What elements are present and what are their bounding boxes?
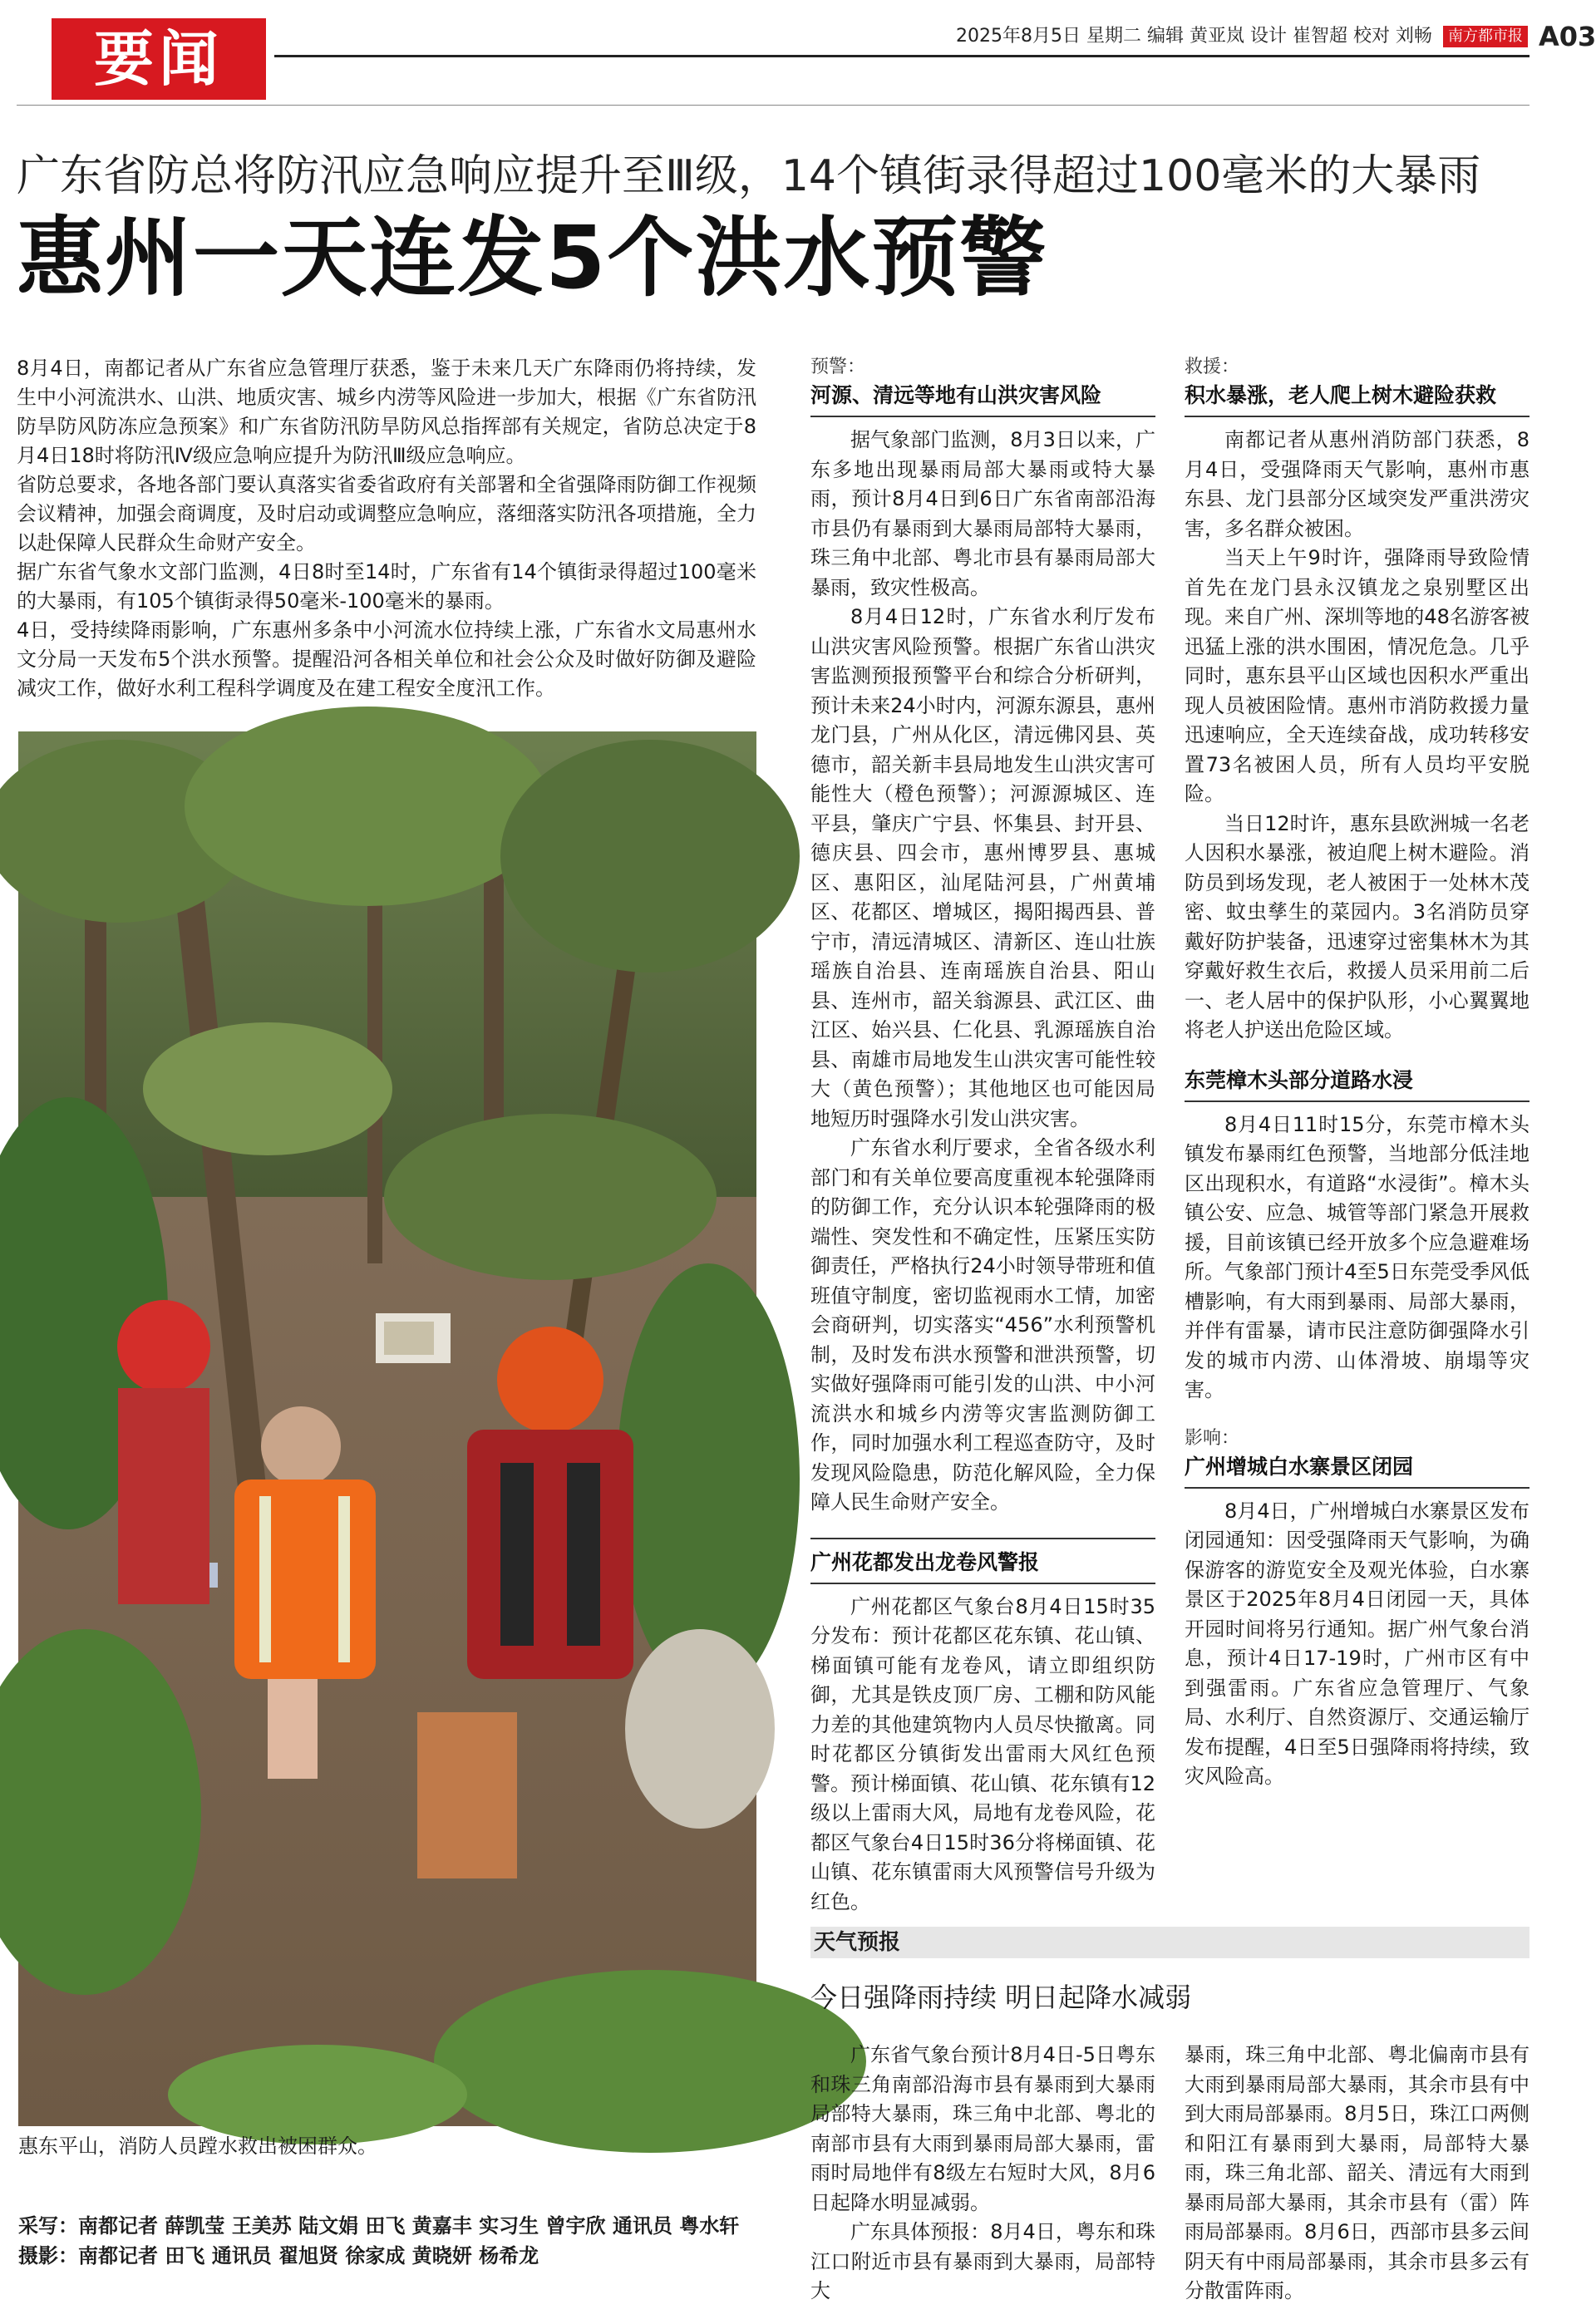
weather-paragraph: 暴雨，珠三角中北部、粤北偏南市县有大雨到暴雨局部大暴雨，其余市县有中到大雨局部暴雨。8月5日，珠江口两侧和阳江有暴雨到大暴雨，局部特大暴雨，珠三角北部、韶关、清远有大雨到暴雨局部大暴雨，其余市县有（雷）阵雨局部暴雨。8月6日，西部市县多云间阴天有中雨局部暴雨，其余市县多云有分散雷阵雨。 [1185, 2043, 1530, 2302]
article-paragraph: 南都记者从惠州消防部门获悉，8月4日，受强降雨天气影响，惠州市惠东县、龙门县部分区域突发严重洪涝灾害，多名群众被困。 [1185, 428, 1530, 540]
weather-left-column [810, 2041, 1155, 2307]
section-rule [810, 1583, 1155, 1584]
section-kicker: 预警： [810, 357, 866, 377]
lead-paragraph: 省防总要求，各地各部门要认真落实省委省政府有关部署和全省强降雨防御工作视频会议精神，加强会商调度，及时启动或调整应急响应，落细落实防汛各项措施，全力以赴保障人民群众生命财产安全。 [17, 473, 756, 554]
section-heading: 积水暴涨，老人爬上树木避险获救 [1185, 383, 1497, 407]
rescue-photo [18, 731, 756, 2126]
headline-title: 惠州一天连发5个洪水预警 [17, 207, 1048, 308]
weather-right-column [1185, 2041, 1530, 2307]
section-heading: 东莞樟木头部分道路水浸 [1185, 1067, 1414, 1092]
weather-paragraph: 广东省气象台预计8月4日-5日粤东和珠三角南部沿海市县有暴雨到大暴雨局部特大暴雨，珠三角中北部、粤北的南部市县有大雨到暴雨局部大暴雨，雷雨时局地伴有8级左右短时大风，8月6日起降水明显减弱。 [810, 2043, 1155, 2214]
photo-caption: 惠东平山，消防人员蹚水救出被困群众。 [18, 2134, 377, 2158]
middle-column [810, 354, 1155, 1917]
section-rule [1185, 1487, 1530, 1489]
article-paragraph: 当天上午9时许，强降雨导致险情首先在龙门县永汉镇龙之泉别墅区出现。来自广州、深圳等地的48名游客被迅猛上涨的洪水围困，情况危急。几乎同时，惠东县平山区域也因积水严重出现人员被困险情。惠州市消防救援力量迅速响应，全天连续奋战，成功转移安置73名被困人员，所有人员均平安脱险。 [1185, 546, 1530, 805]
header-divider [17, 105, 1530, 106]
section-kicker: 影响： [1185, 1427, 1240, 1449]
section-heading: 广州花都发出龙卷风警报 [810, 1549, 1040, 1574]
section-rule [1185, 1100, 1530, 1102]
article-paragraph: 广州花都区气象台8月4日15时35分发布：预计花都区花东镇、花山镇、梯面镇可能有龙卷风，请立即组织防御，尤其是铁皮顶厂房、工棚和防风能力差的其他建筑物内人员尽快撤离。同时花都区分镇街发出雷雨大风红色预警。预计梯面镇、花山镇、花东镇有12级以上雷雨大风，局地有龙卷风险，花都区气象台4日15时36分将梯面镇、花山镇、花东镇雷雨大风预警信号升级为红色。 [810, 1594, 1155, 1913]
lead-paragraph: 据广东省气象水文部门监测，4日8时至14时，广东省有14个镇街录得超过100毫米的大暴雨，有105个镇街录得50毫米-100毫米的暴雨。 [17, 560, 756, 613]
date-line: 2025年8月5日 星期二 编辑 黄亚岚 设计 崔智超 校对 刘畅 [956, 26, 1432, 47]
weather-paragraph: 广东具体预报：8月4日，粤东和珠江口附近市县有暴雨到大暴雨，局部特大 [810, 2220, 1155, 2302]
section-heading: 河源、清远等地有山洪灾害风险 [810, 383, 1102, 407]
section-label: 要闻 [52, 18, 266, 100]
article-paragraph: 广东省水利厅要求，全省各级水利部门和有关单位要高度重视本轮强降雨的防御工作，充分认识本轮强降雨的极端性、突发性和不确定性，压紧压实防御责任，严格执行24小时领导带班和值班值守制度，密切监视雨水工情，加密会商研判，切实落实“456”水利预警机制，及时发布洪水预警和泄洪预警，切实做好强降雨可能引发的山洪、中小河流洪水和城乡内涝等灾害监测防御工作，同时加强水利工程巡查防守，及时发现风险隐患，防范化解风险，全力保障人民生命财产安全。 [810, 1136, 1155, 1514]
article-paragraph: 当日12时许，惠东县欧洲城一名老人因积水暴涨，被迫爬上树木避险。消防员到场发现，老人被困于一处林木茂密、蚊虫孳生的菜园内。3名消防员穿戴好防护装备，迅速穿过密集林木为其穿戴好救生衣后，救援人员采用前二后一、老人居中的保护队形，小心翼翼地将老人护送出危险区域。 [1185, 811, 1530, 1041]
lead-paragraph: 8月4日，南都记者从广东省应急管理厅获悉，鉴于未来几天广东降雨仍将持续，发生中小河流洪水、山洪、地质灾害、城乡内涝等风险进一步加大，根据《广东省防汛防旱防风防冻应急预案》和广东省防汛防旱防风总指挥部有关规定，省防总决定于8月4日18时将防汛Ⅳ级应急响应提升为防汛Ⅲ级应急响应。 [17, 357, 756, 467]
section-kicker: 救援： [1185, 357, 1240, 377]
section-heading: 广州增城白水寨景区闭园 [1185, 1454, 1414, 1479]
right-column [1185, 354, 1530, 1792]
article-paragraph: 8月4日12时，广东省水利厅发布山洪灾害风险预警。根据广东省山洪灾害监测预报预警平台和综合分析研判，预计未来24小时内，河源东源县，惠州龙门县，广州从化区，清远佛冈县、英德市，韶关新丰县局地发生山洪灾害可能性大（橙色预警）；河源源城区、连平县，肇庆广宁县、怀集县、封开县、德庆县、四会市，惠州博罗县、惠城区、惠阳区，汕尾陆河县，广州黄埔区、花都区、增城区，揭阳揭西县、普宁市，清远清城区、清新区、连山壮族瑶族自治县、连南瑶族自治县、阳山县、连州市，韶关翁源县、武江区、曲江区、始兴县、仁化县、乳源瑶族自治县、南雄市局地发生山洪灾害可能性较大（黄色预警）；其他地区也可能因局地短历时强降水引发山洪灾害。 [810, 605, 1155, 1130]
lead-text [17, 354, 756, 703]
writer-credits: 采写：南都记者 薛凯莹 王美苏 陆文娟 田飞 黄嘉丰 实习生 曾宇欣 通讯员 粤水轩 [18, 2214, 740, 2238]
headline-subtitle: 广东省防总将防汛应急响应提升至Ⅲ级，14个镇街录得超过100毫米的大暴雨 [17, 151, 1481, 201]
article-paragraph: 8月4日11时15分，东莞市樟木头镇发布暴雨红色预警，当地部分低洼地区出现积水，有道路“水浸街”。樟木头镇公安、应急、城管等部门紧急开展救援，目前该镇已经开放多个应急避难场所。气象部门预计4至5日东莞受季风低槽影响，有大雨到暴雨、局部大暴雨，并伴有雷暴，请市民注意防御强降水引发的城市内涝、山体滑坡、崩塌等灾害。 [1185, 1112, 1530, 1401]
paper-logo: 南方都市报 [1443, 26, 1528, 47]
credits [18, 2211, 756, 2271]
section-rule [810, 1538, 1155, 1539]
page-number: A03 [1538, 21, 1596, 52]
lead-paragraph: 4日，受持续降雨影响，广东惠州多条中小河流水位持续上涨，广东省水文局惠州水文分局一天发布5个洪水预警。提醒沿河各相关单位和社会公众及时做好防御及避险减灾工作，做好水利工程科学调度及在建工程安全度汛工作。 [17, 618, 756, 700]
header-rule [274, 55, 1530, 57]
section-rule [1185, 416, 1530, 417]
article-paragraph: 8月4日，广州增城白水寨景区发布闭园通知：因受强降雨天气影响，为确保游客的游览安全及观光体验，白水寨景区于2025年8月4日闭园一天，具体开园时间将另行通知。据广州气象台消息，预计4日17-19时，广州市区有中到强雷雨。广东省应急管理厅、气象局、水利厅、自然资源厅、交通运输厅发布提醒，4日至5日强降雨将持续，致灾风险高。 [1185, 1499, 1530, 1788]
header-info [956, 20, 1596, 53]
weather-section-bar: 天气预报 [810, 1927, 1530, 1958]
weather-heading: 今日强降雨持续 明日起降水减弱 [810, 1982, 1192, 2013]
article-paragraph: 据气象部门监测，8月3日以来，广东多地出现暴雨局部大暴雨或特大暴雨，预计8月4日到6日广东省南部沿海市县仍有暴雨到大暴雨局部特大暴雨，珠三角中北部、粤北市县有暴雨局部大暴雨，致灾性极高。 [810, 428, 1155, 599]
section-rule [810, 416, 1155, 417]
photographer-credits: 摄影：南都记者 田飞 通讯员 翟旭贤 徐家成 黄晓妍 杨希龙 [18, 2244, 539, 2267]
